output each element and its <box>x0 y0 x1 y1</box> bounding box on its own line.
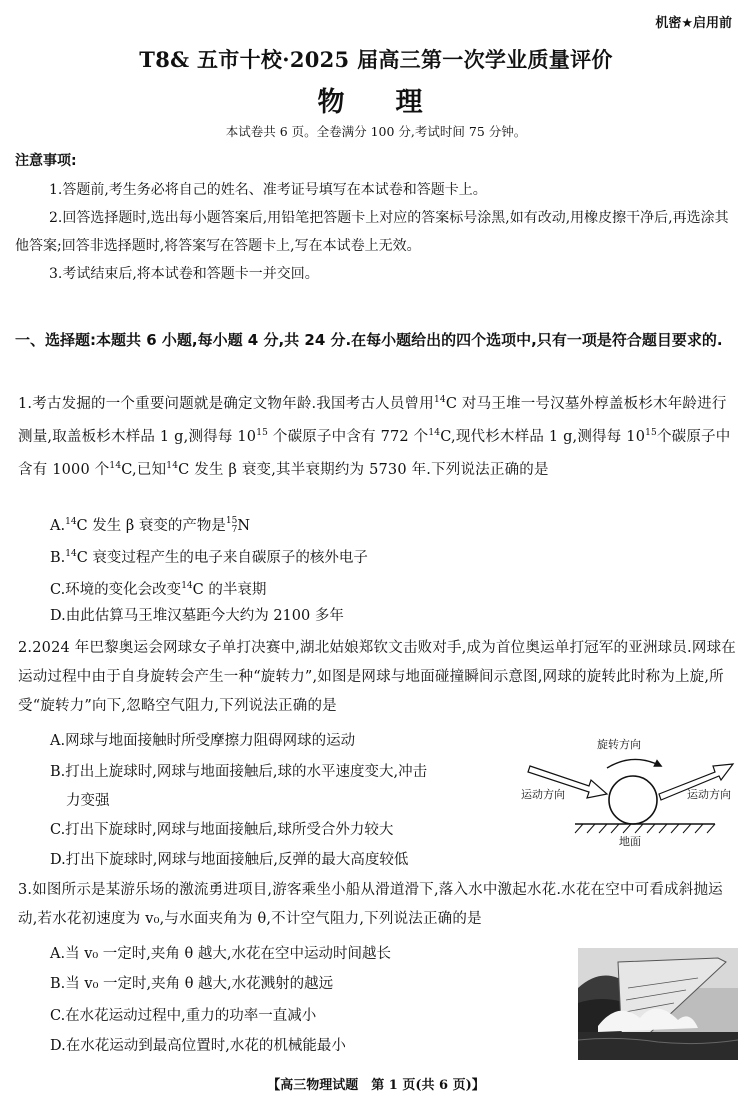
page-footer: 【高三物理试题 第 1 页(共 6 页)】 <box>267 1078 485 1093</box>
spin-direction-label: 旋转方向 <box>597 738 641 751</box>
question-3-stem: 3.如图所示是某游乐场的激流勇进项目,游客乘坐小船从滑道滑下,落入水中激起水花.水花在空中可看成斜抛运动,若水花初速度为 v₀,与水面夹角为 θ,不计空气阻力,下列说法正确的是 <box>18 882 723 927</box>
question-3-option-d: D.在水花运动到最高位置时,水花的机械能最小 <box>50 1038 346 1054</box>
ground-label: 地面 <box>619 835 641 848</box>
question-2-option-c: C.打出下旋球时,网球与地面接触后,球所受合外力较大 <box>50 822 394 838</box>
exam-title: T8& 五市十校·2025 届高三第一次学业质量评价 <box>139 47 613 72</box>
notes-heading: 注意事项: <box>15 153 77 169</box>
tennis-ball <box>609 776 657 824</box>
ground-hatch <box>575 824 715 833</box>
question-2-option-b: B.打出上旋球时,网球与地面接触后,球的水平速度变大,冲击 <box>50 764 428 780</box>
question-3-option-b: B.当 v₀ 一定时,夹角 θ 越大,水花溅射的越远 <box>50 976 334 992</box>
exam-info: 本试卷共 6 页。全卷满分 100 分,考试时间 75 分钟。 <box>225 124 527 139</box>
motion-direction-left-label: 运动方向 <box>521 788 565 801</box>
question-2-option-d: D.打出下旋球时,网球与地面接触后,反弹的最大高度较低 <box>50 852 409 868</box>
subject-title: 物 理 <box>317 87 435 118</box>
tennis-ball-diagram <box>515 736 751 848</box>
note-2: 2.回答选择题时,选出每小题答案后,用铅笔把答题卡上对应的答案标号涂黑,如有改动,用橡皮擦干净后,再选涂其他答案;回答非选择题时,将答案写在答题卡上,写在本试卷上无效。 <box>15 210 729 254</box>
question-1-option-c: C.环境的变化会改变$^{14}$C 的半衰期 <box>50 581 267 598</box>
question-1-stem: 1.考古发掘的一个重要问题就是确定文物年龄.我国考古人员曾用$^{14}$C 对马王堆一号汉墓外椁盖板杉木年龄进行测量,取盖板杉木样品 1 g,测得每 $10^{15}$ 个碳原子中含有 772 个$^{14}$C,现代杉木样品 1 g,测得每 $10^{15}$个碳原子中含有 1000 个$^{14}$C,已知$^{14}$C 发生 β 衰变,其半衰期约为 5730 年.下列说法正确的是 <box>18 395 731 478</box>
question-1-option-b: B.$^{14}$C 衰变过程产生的电子来自碳原子的核外电子 <box>50 549 368 566</box>
note-3: 3.考试结束后,将本试卷和答题卡一并交回。 <box>49 266 319 282</box>
question-2-option-a: A.网球与地面接触时所受摩擦力阻碍网球的运动 <box>50 733 356 749</box>
question-1-option-a: A.$^{14}$C 发生 β 衰变的产物是 15 7 N <box>50 515 250 535</box>
question-1-option-d: D.由此估算马王堆汉墓距今大约为 2100 多年 <box>50 608 344 624</box>
water-ride-photo-svg <box>578 948 738 1060</box>
confidential-label: 机密★启用前 <box>655 16 732 31</box>
note-1: 1.答题前,考生务必将自己的姓名、准考证号填写在本试卷和答题卡上。 <box>49 182 487 198</box>
question-3-option-a: A.当 v₀ 一定时,夹角 θ 越大,水花在空中运动时间越长 <box>50 946 391 962</box>
question-3-option-c: C.在水花运动过程中,重力的功率一直减小 <box>50 1008 317 1024</box>
section-heading: 一、选择题:本题共 6 小题,每小题 4 分,共 24 分.在每小题给出的四个选项中,只有一项是符合题目要求的. <box>15 331 723 349</box>
spin-arrow <box>607 759 661 768</box>
question-2-stem: 2.2024 年巴黎奥运会网球女子单打决赛中,湖北姑娘郑钦文击败对手,成为首位奥运单打冠军的亚洲球员.网球在运动过程中由于自身旋转会产生一种“旋转力”,如图是网球与地面碰撞瞬间示意图,网球的旋转此时称为上旋,所受“旋转力”向下,忽略空气阻力,下列说法正确的是 <box>18 640 736 714</box>
water-ride-photo <box>578 948 738 1060</box>
motion-direction-right-label: 运动方向 <box>687 788 731 801</box>
question-2-option-b-cont: 力变强 <box>66 793 110 809</box>
